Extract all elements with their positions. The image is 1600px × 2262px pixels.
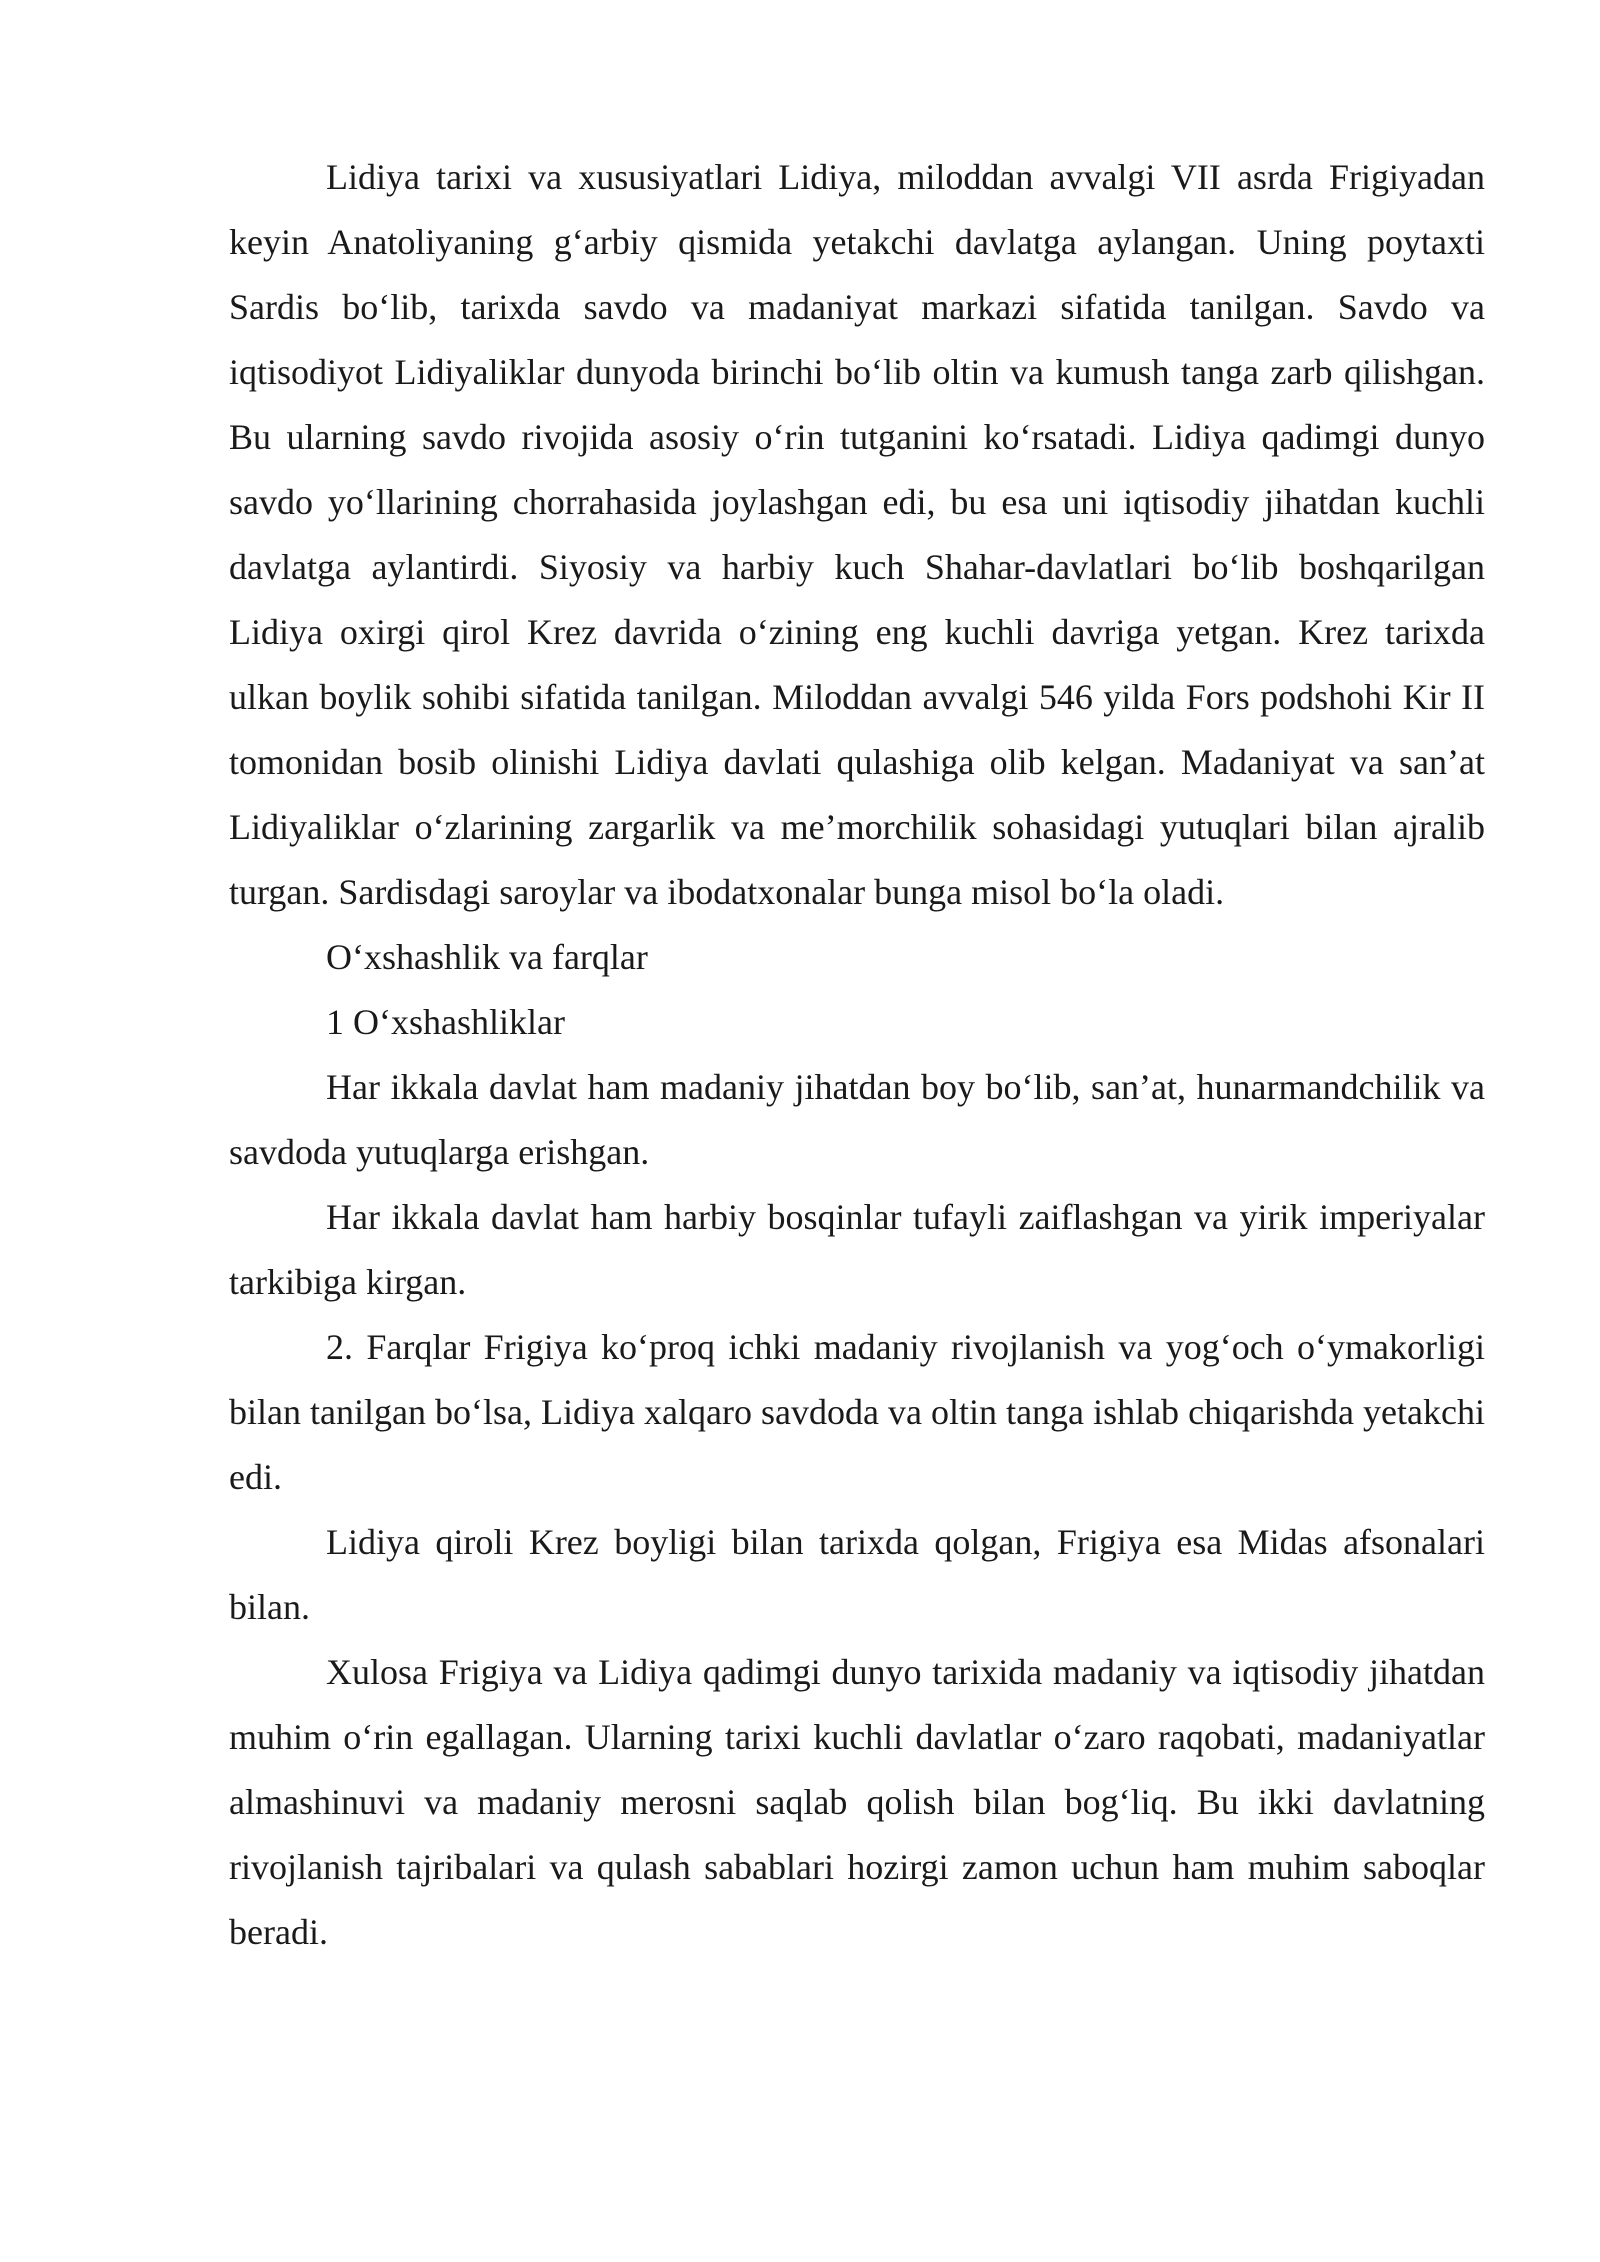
paragraph-similarity-military: Har ikkala davlat ham harbiy bosqinlar tufayli zaiflashgan va yirik imperiyalar tarkibiga kirgan. (229, 1197, 1485, 1302)
heading-similarities: 1 O‘xshashliklar (326, 1002, 565, 1042)
paragraph-krez-midas: Lidiya qiroli Krez boyligi bilan tarixda qolgan, Frigiya esa Midas afsonalari bilan. (229, 1522, 1485, 1627)
paragraph-similarity-culture: Har ikkala davlat ham madaniy jihatdan boy bo‘lib, san’at, hunarmandchilik va savdoda yutuqlarga erishgan. (229, 1067, 1485, 1172)
heading-similarities-differences: O‘xshashlik va farqlar (326, 937, 648, 977)
document-body (229, 145, 1485, 1965)
paragraph-lidiya-history: Lidiya tarixi va xususiyatlari Lidiya, miloddan avvalgi VII asrda Frigiyadan keyin Anatoliyaning g‘arbiy qismida yetakchi davlatga aylangan. Uning poytaxti Sardis bo‘lib, tarixda savdo va madaniyat markazi sifatida tanilgan. Savdo va iqtisodiyot Lidiyaliklar dunyoda birinchi bo‘lib oltin va kumush tanga zarb qilishgan. Bu ularning savdo rivojida asosiy o‘rin tutganini ko‘rsatadi. Lidiya qadimgi dunyo savdo yo‘llarining chorrahasida joylashgan edi, bu esa uni iqtisodiy jihatdan kuchli davlatga aylantirdi. Siyosiy va harbiy kuch Shahar-davlatlari bo‘lib boshqarilgan Lidiya oxirgi qirol Krez davrida o‘zining eng kuchli davriga yetgan. Krez tarixda ulkan boylik sohibi sifatida tanilgan. Miloddan avvalgi 546 yilda Fors podshohi Kir II tomonidan bosib olinishi Lidiya davlati qulashiga olib kelgan. Madaniyat va san’at Lidiyaliklar o‘zlarining zargarlik va me’morchilik sohasidagi yutuqlari bilan ajralib turgan. Sardisdagi saroylar va ibodatxonalar bunga misol bo‘la oladi. (229, 157, 1485, 912)
paragraph-conclusion: Xulosa Frigiya va Lidiya qadimgi dunyo tarixida madaniy va iqtisodiy jihatdan muhim o‘rin egallagan. Ularning tarixi kuchli davlatlar o‘zaro raqobati, madaniyatlar almashinuvi va madaniy merosni saqlab qolish bilan bog‘liq. Bu ikki davlatning rivojlanish tajribalari va qulash sabablari hozirgi zamon uchun ham muhim saboqlar beradi. (229, 1652, 1485, 1952)
paragraph-differences: 2. Farqlar Frigiya ko‘proq ichki madaniy rivojlanish va yog‘och o‘ymakorligi bilan tanilgan bo‘lsa, Lidiya xalqaro savdoda va oltin tanga ishlab chiqarishda yetakchi edi. (229, 1327, 1485, 1497)
